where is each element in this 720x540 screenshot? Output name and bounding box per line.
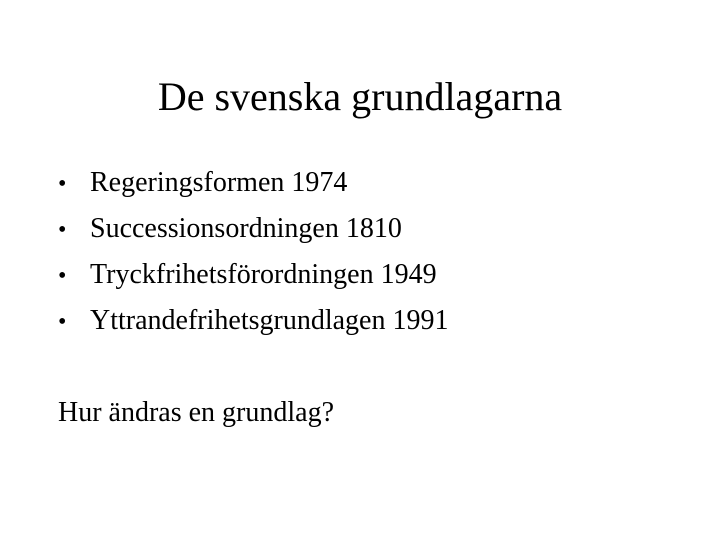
bullet-dot-icon: •: [58, 263, 67, 289]
slide-title: De svenska grundlagarna: [157, 74, 563, 119]
bullet-dot-icon: •: [58, 217, 67, 243]
list-item-text: Regeringsformen 1974: [90, 167, 348, 198]
list-item-text: Tryckfrihetsförordningen 1949: [90, 259, 437, 290]
list-item: [58, 298, 448, 344]
list-item: [58, 206, 448, 252]
bullet-dot-icon: •: [58, 309, 67, 335]
list-item: [58, 252, 448, 298]
bullet-list: [58, 160, 448, 344]
question-text: Hur ändras en grundlag?: [58, 397, 335, 428]
list-item-text: Yttrandefrihetsgrundlagen 1991: [90, 305, 449, 336]
bullet-dot-icon: •: [58, 171, 67, 197]
list-item-text: Successionsordningen 1810: [90, 213, 402, 244]
list-item: [58, 160, 448, 206]
